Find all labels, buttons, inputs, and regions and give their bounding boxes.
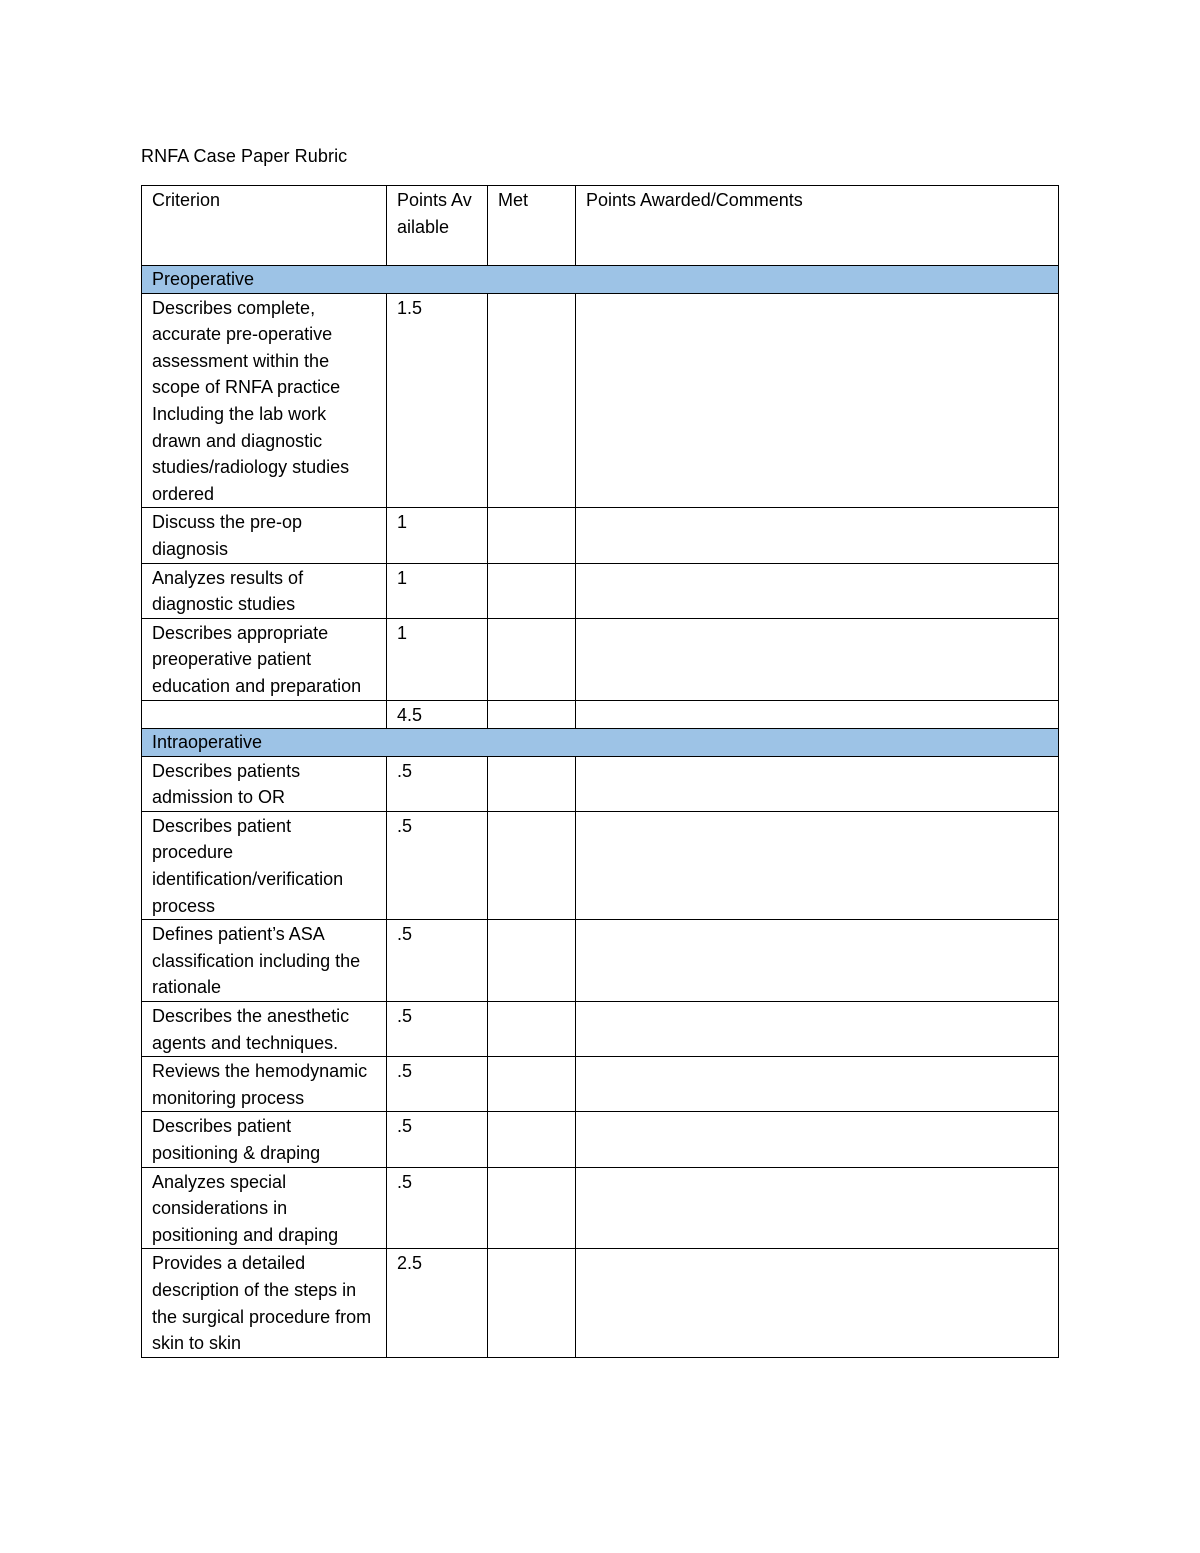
table-header-row — [142, 186, 1059, 266]
points-awarded-comments-cell — [576, 293, 1059, 508]
criterion-cell: Describes patients admission to OR — [142, 756, 387, 811]
points-awarded-comments-cell — [576, 1002, 1059, 1057]
points-available-cell: .5 — [387, 1167, 488, 1249]
header-met: Met — [488, 186, 576, 266]
met-cell — [488, 1112, 576, 1167]
met-cell — [488, 756, 576, 811]
points-available-cell: 1 — [387, 508, 488, 563]
criterion-cell: Provides a detailed description of the steps in the surgical procedure from skin to skin — [142, 1249, 387, 1357]
met-cell — [488, 1167, 576, 1249]
points-awarded-comments-cell — [576, 920, 1059, 1002]
points-awarded-comments-cell — [576, 1112, 1059, 1167]
points-awarded-comments-cell — [576, 618, 1059, 700]
section-header-preoperative: Preoperative — [142, 266, 1059, 294]
points-available-cell: .5 — [387, 756, 488, 811]
subtotal-label-cell — [142, 700, 387, 729]
criterion-cell: Discuss the pre-op diagnosis — [142, 508, 387, 563]
points-awarded-comments-cell — [576, 811, 1059, 919]
criterion-cell: Defines patient’s ASA classification including the rationale — [142, 920, 387, 1002]
header-points-awarded-comments: Points Awarded/Comments — [576, 186, 1059, 266]
criterion-cell: Describes appropriate preoperative patient education and preparation — [142, 618, 387, 700]
criterion-cell: Analyzes special considerations in positioning and draping — [142, 1167, 387, 1249]
table-row — [142, 563, 1059, 618]
points-awarded-comments-cell — [576, 563, 1059, 618]
table-row — [142, 293, 1059, 508]
table-row — [142, 1112, 1059, 1167]
points-available-cell: 1 — [387, 563, 488, 618]
met-cell — [488, 618, 576, 700]
points-awarded-comments-cell — [576, 1057, 1059, 1112]
section-header-intraoperative: Intraoperative — [142, 729, 1059, 757]
table-row — [142, 1002, 1059, 1057]
met-cell — [488, 1002, 576, 1057]
points-available-cell: .5 — [387, 1002, 488, 1057]
section-header-row — [142, 266, 1059, 294]
table-row — [142, 1167, 1059, 1249]
met-cell — [488, 1249, 576, 1357]
subtotal-points-cell: 4.5 — [387, 700, 488, 729]
points-available-cell: .5 — [387, 920, 488, 1002]
points-awarded-comments-cell — [576, 508, 1059, 563]
points-awarded-comments-cell — [576, 756, 1059, 811]
met-cell — [488, 1057, 576, 1112]
met-cell — [488, 920, 576, 1002]
points-available-cell: .5 — [387, 1057, 488, 1112]
subtotal-row — [142, 700, 1059, 729]
table-row — [142, 811, 1059, 919]
subtotal-met-cell — [488, 700, 576, 729]
document-title: RNFA Case Paper Rubric — [141, 146, 348, 166]
criterion-cell: Reviews the hemodynamic monitoring process — [142, 1057, 387, 1112]
table-row — [142, 1249, 1059, 1357]
criterion-cell: Analyzes results of diagnostic studies — [142, 563, 387, 618]
table-row — [142, 1057, 1059, 1112]
met-cell — [488, 811, 576, 919]
points-available-cell: 1.5 — [387, 293, 488, 508]
header-points-available — [387, 186, 488, 266]
table-row — [142, 618, 1059, 700]
points-awarded-comments-cell — [576, 1249, 1059, 1357]
rubric-table — [141, 185, 1059, 1358]
table-row — [142, 920, 1059, 1002]
header-points-available-label: Points Available — [397, 190, 472, 237]
criterion-cell: Describes complete, accurate pre-operative assessment within the scope of RNFA practice Including the lab work drawn and diagnostic studies/radiology studies ordered — [142, 293, 387, 508]
section-header-row — [142, 729, 1059, 757]
met-cell — [488, 508, 576, 563]
table-row — [142, 508, 1059, 563]
criterion-cell: Describes patient positioning & draping — [142, 1112, 387, 1167]
header-criterion: Criterion — [142, 186, 387, 266]
criterion-cell: Describes the anesthetic agents and techniques. — [142, 1002, 387, 1057]
points-available-cell: 2.5 — [387, 1249, 488, 1357]
points-awarded-comments-cell — [576, 1167, 1059, 1249]
subtotal-comments-cell — [576, 700, 1059, 729]
met-cell — [488, 293, 576, 508]
points-available-cell: 1 — [387, 618, 488, 700]
met-cell — [488, 563, 576, 618]
points-available-cell: .5 — [387, 1112, 488, 1167]
table-row — [142, 756, 1059, 811]
points-available-cell: .5 — [387, 811, 488, 919]
criterion-cell: Describes patient procedure identification/verification process — [142, 811, 387, 919]
